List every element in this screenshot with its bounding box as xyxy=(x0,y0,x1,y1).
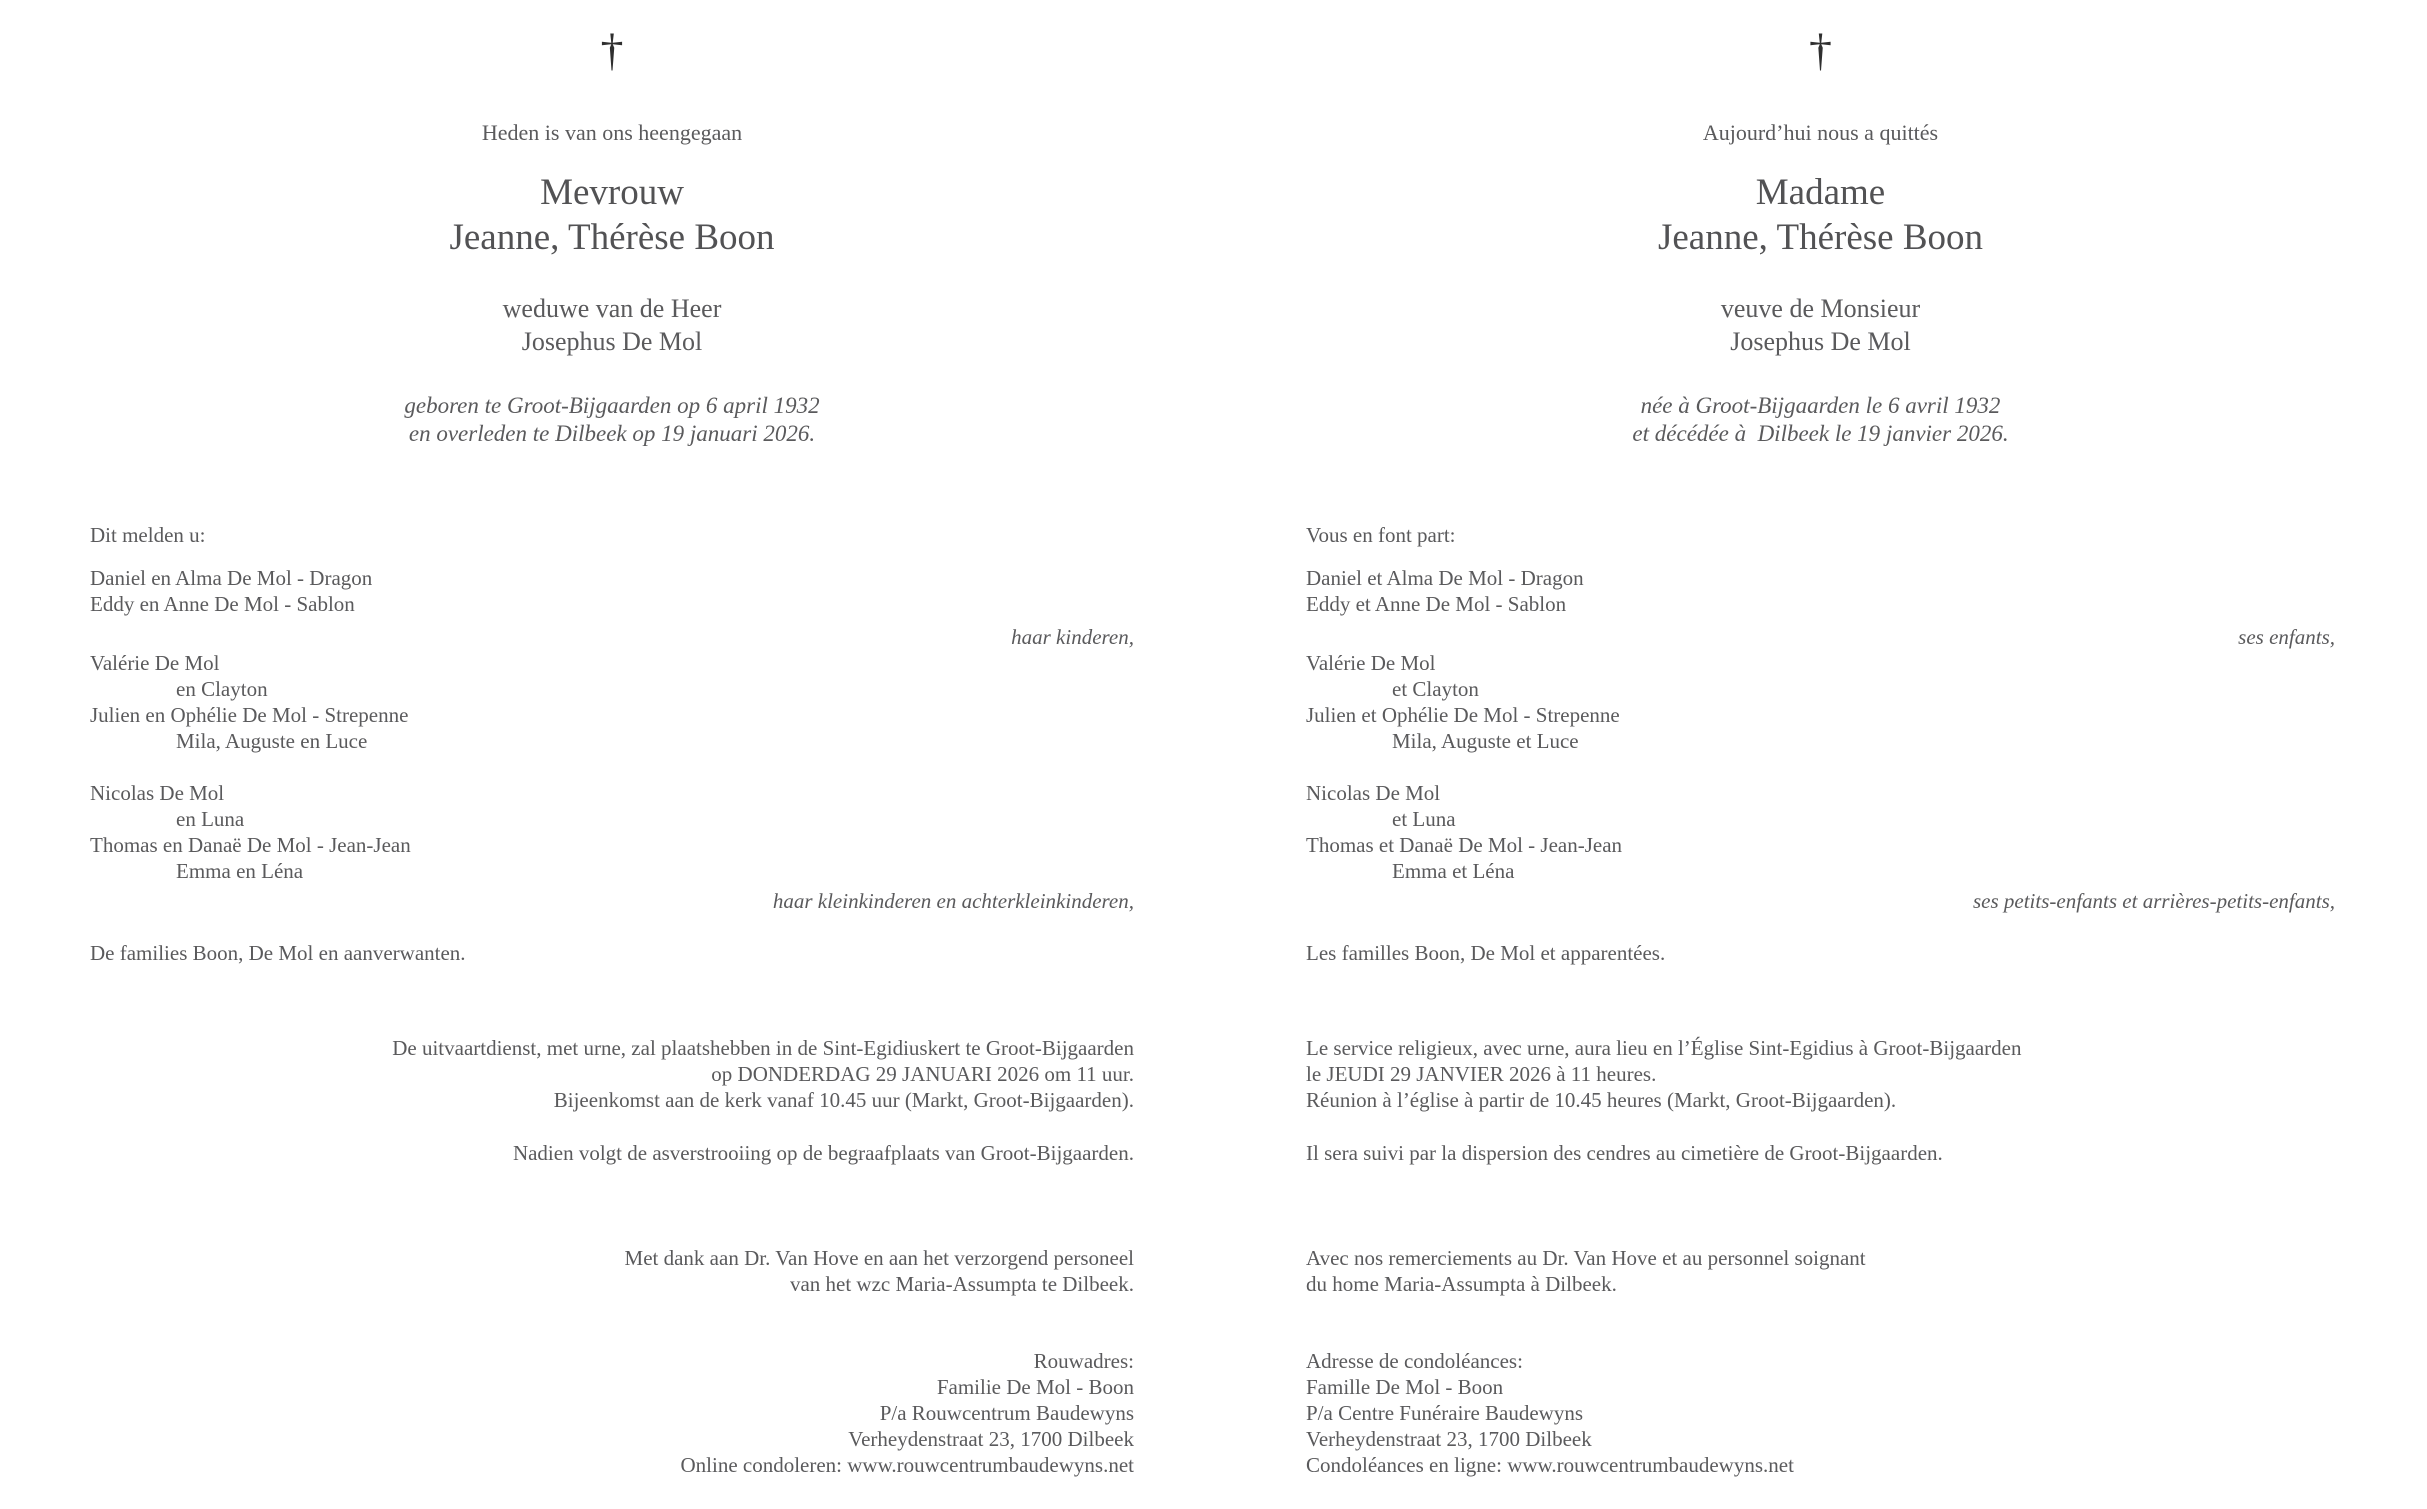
text-line: du home Maria-Assumpta à Dilbeek. xyxy=(1306,1272,1617,1296)
intro-line: Aujourd’hui nous a quittés xyxy=(1702,120,1939,145)
text-line: Le service religieux, avec urne, aura lieu en l’Église Sint-Egidius à Groot-Bijgaarden xyxy=(1306,1036,2022,1060)
birth-death-dates xyxy=(1306,392,2335,448)
acknowledgements xyxy=(90,1245,1134,1297)
deceased-name-title xyxy=(1306,170,2335,260)
text-line: Thomas en Danaë De Mol - Jean-Jean xyxy=(90,833,411,857)
grandchildren-caption: haar kleinkinderen en achterkleinkinderen, xyxy=(772,889,1134,913)
text-line: Met dank aan Dr. Van Hove en aan het verzorgend personeel xyxy=(624,1246,1134,1270)
cross-icon: † xyxy=(600,24,624,75)
text-line: et Clayton xyxy=(1392,677,1479,701)
text-line: Verheydenstraat 23, 1700 Dilbeek xyxy=(848,1427,1134,1451)
grandchildren-list-1 xyxy=(90,650,1134,754)
text-line: P/a Centre Funéraire Baudewyns xyxy=(1306,1401,1584,1425)
families-line: Les familles Boon, De Mol et apparentées. xyxy=(1306,941,1666,965)
children-caption: ses enfants, xyxy=(2238,625,2335,649)
text-line: Online condoleren: www.rouwcentrumbaudewyns.net xyxy=(680,1453,1134,1477)
birth-death-dates xyxy=(90,392,1134,448)
text-line: Mevrouw xyxy=(540,172,684,213)
text-line: née à Groot-Bijgaarden le 6 avril 1932 xyxy=(1640,393,2001,418)
condolence-address xyxy=(90,1348,1134,1478)
children-list xyxy=(1306,565,2335,617)
condolence-address xyxy=(1306,1348,2335,1478)
text-line: geboren te Groot-Bijgaarden op 6 april 1932 xyxy=(404,393,820,418)
widow-of-lines xyxy=(1306,292,2335,358)
text-line: P/a Rouwcentrum Baudewyns xyxy=(879,1401,1134,1425)
widow-of-lines xyxy=(90,292,1134,358)
text-line: Valérie De Mol xyxy=(1306,651,1436,675)
text-line: Nicolas De Mol xyxy=(90,781,225,805)
page-dutch xyxy=(0,0,1213,1509)
children-caption: haar kinderen, xyxy=(1011,625,1134,649)
text-line: Mila, Auguste en Luce xyxy=(176,729,368,753)
text-line: Réunion à l’église à partir de 10.45 heures (Markt, Groot-Bijgaarden). xyxy=(1306,1088,1897,1112)
intro-line: Heden is van ons heengegaan xyxy=(481,120,743,145)
children-list xyxy=(90,565,1134,617)
text-line: Valérie De Mol xyxy=(90,651,220,675)
text-line: Rouwadres: xyxy=(1033,1349,1134,1373)
ash-dispersion-line: Nadien volgt de asverstrooiing op de begraafplaats van Groot-Bijgaarden. xyxy=(512,1141,1134,1165)
text-line: Familie De Mol - Boon xyxy=(936,1375,1134,1399)
text-line: le JEUDI 29 JANVIER 2026 à 11 heures. xyxy=(1306,1062,1657,1086)
text-line: Madame xyxy=(1755,172,1886,213)
text-line: Julien et Ophélie De Mol - Strepenne xyxy=(1306,703,1620,727)
text-line: Daniel et Alma De Mol - Dragon xyxy=(1306,566,1584,590)
text-line: Nicolas De Mol xyxy=(1306,781,1441,805)
grandchildren-list-2 xyxy=(90,780,1134,884)
text-line: op DONDERDAG 29 JANUARI 2026 om 11 uur. xyxy=(711,1062,1134,1086)
text-line: Emma et Léna xyxy=(1392,859,1515,883)
text-line: Josephus De Mol xyxy=(521,327,703,356)
text-line: et décédée à Dilbeek le 19 janvier 2026. xyxy=(1632,421,2009,446)
text-line: Eddy en Anne De Mol - Sablon xyxy=(90,592,355,616)
service-details xyxy=(90,1035,1134,1113)
text-line: Verheydenstraat 23, 1700 Dilbeek xyxy=(1306,1427,1592,1451)
text-line: veuve de Monsieur xyxy=(1720,294,1921,323)
text-line: De uitvaartdienst, met urne, zal plaatshebben in de Sint-Egidiuskert te Groot-Bijgaarden xyxy=(392,1036,1134,1060)
text-line: en Luna xyxy=(176,807,245,831)
acknowledgements xyxy=(1306,1245,2335,1297)
announcement-lead: Vous en font part: xyxy=(1306,523,1456,547)
text-line: en overleden te Dilbeek op 19 januari 2026. xyxy=(408,421,816,446)
families-line: De families Boon, De Mol en aanverwanten. xyxy=(90,941,466,965)
page-french xyxy=(1214,0,2427,1509)
deceased-name-title xyxy=(90,170,1134,260)
grandchildren-list-1 xyxy=(1306,650,2335,754)
service-details xyxy=(1306,1035,2335,1113)
text-line: Thomas et Danaë De Mol - Jean-Jean xyxy=(1306,833,1623,857)
announcement-lead: Dit melden u: xyxy=(90,523,206,547)
text-line: Emma en Léna xyxy=(176,859,304,883)
text-line: Mila, Auguste et Luce xyxy=(1392,729,1579,753)
text-line: Josephus De Mol xyxy=(1730,327,1911,356)
text-line: Julien en Ophélie De Mol - Strepenne xyxy=(90,703,409,727)
text-line: Famille De Mol - Boon xyxy=(1306,1375,1504,1399)
text-line: weduwe van de Heer xyxy=(502,294,722,323)
text-line: et Luna xyxy=(1392,807,1456,831)
text-line: Jeanne, Thérèse Boon xyxy=(1657,217,1983,258)
text-line: en Clayton xyxy=(176,677,268,701)
text-line: van het wzc Maria-Assumpta te Dilbeek. xyxy=(789,1272,1134,1296)
text-line: Jeanne, Thérèse Boon xyxy=(449,217,775,258)
text-line: Bijeenkomst aan de kerk vanaf 10.45 uur (Markt, Groot-Bijgaarden). xyxy=(553,1088,1134,1112)
text-line: Eddy et Anne De Mol - Sablon xyxy=(1306,592,1567,616)
grandchildren-caption: ses petits-enfants et arrières-petits-enfants, xyxy=(1972,889,2335,913)
text-line: Avec nos remerciements au Dr. Van Hove et au personnel soignant xyxy=(1306,1246,1866,1270)
ash-dispersion-line: Il sera suivi par la dispersion des cendres au cimetière de Groot-Bijgaarden. xyxy=(1306,1141,1943,1165)
text-line: Daniel en Alma De Mol - Dragon xyxy=(90,566,373,590)
grandchildren-list-2 xyxy=(1306,780,2335,884)
cross-icon: † xyxy=(1809,24,1832,75)
text-line: Condoléances en ligne: www.rouwcentrumbaudewyns.net xyxy=(1306,1453,1794,1477)
text-line: Adresse de condoléances: xyxy=(1306,1349,1523,1373)
